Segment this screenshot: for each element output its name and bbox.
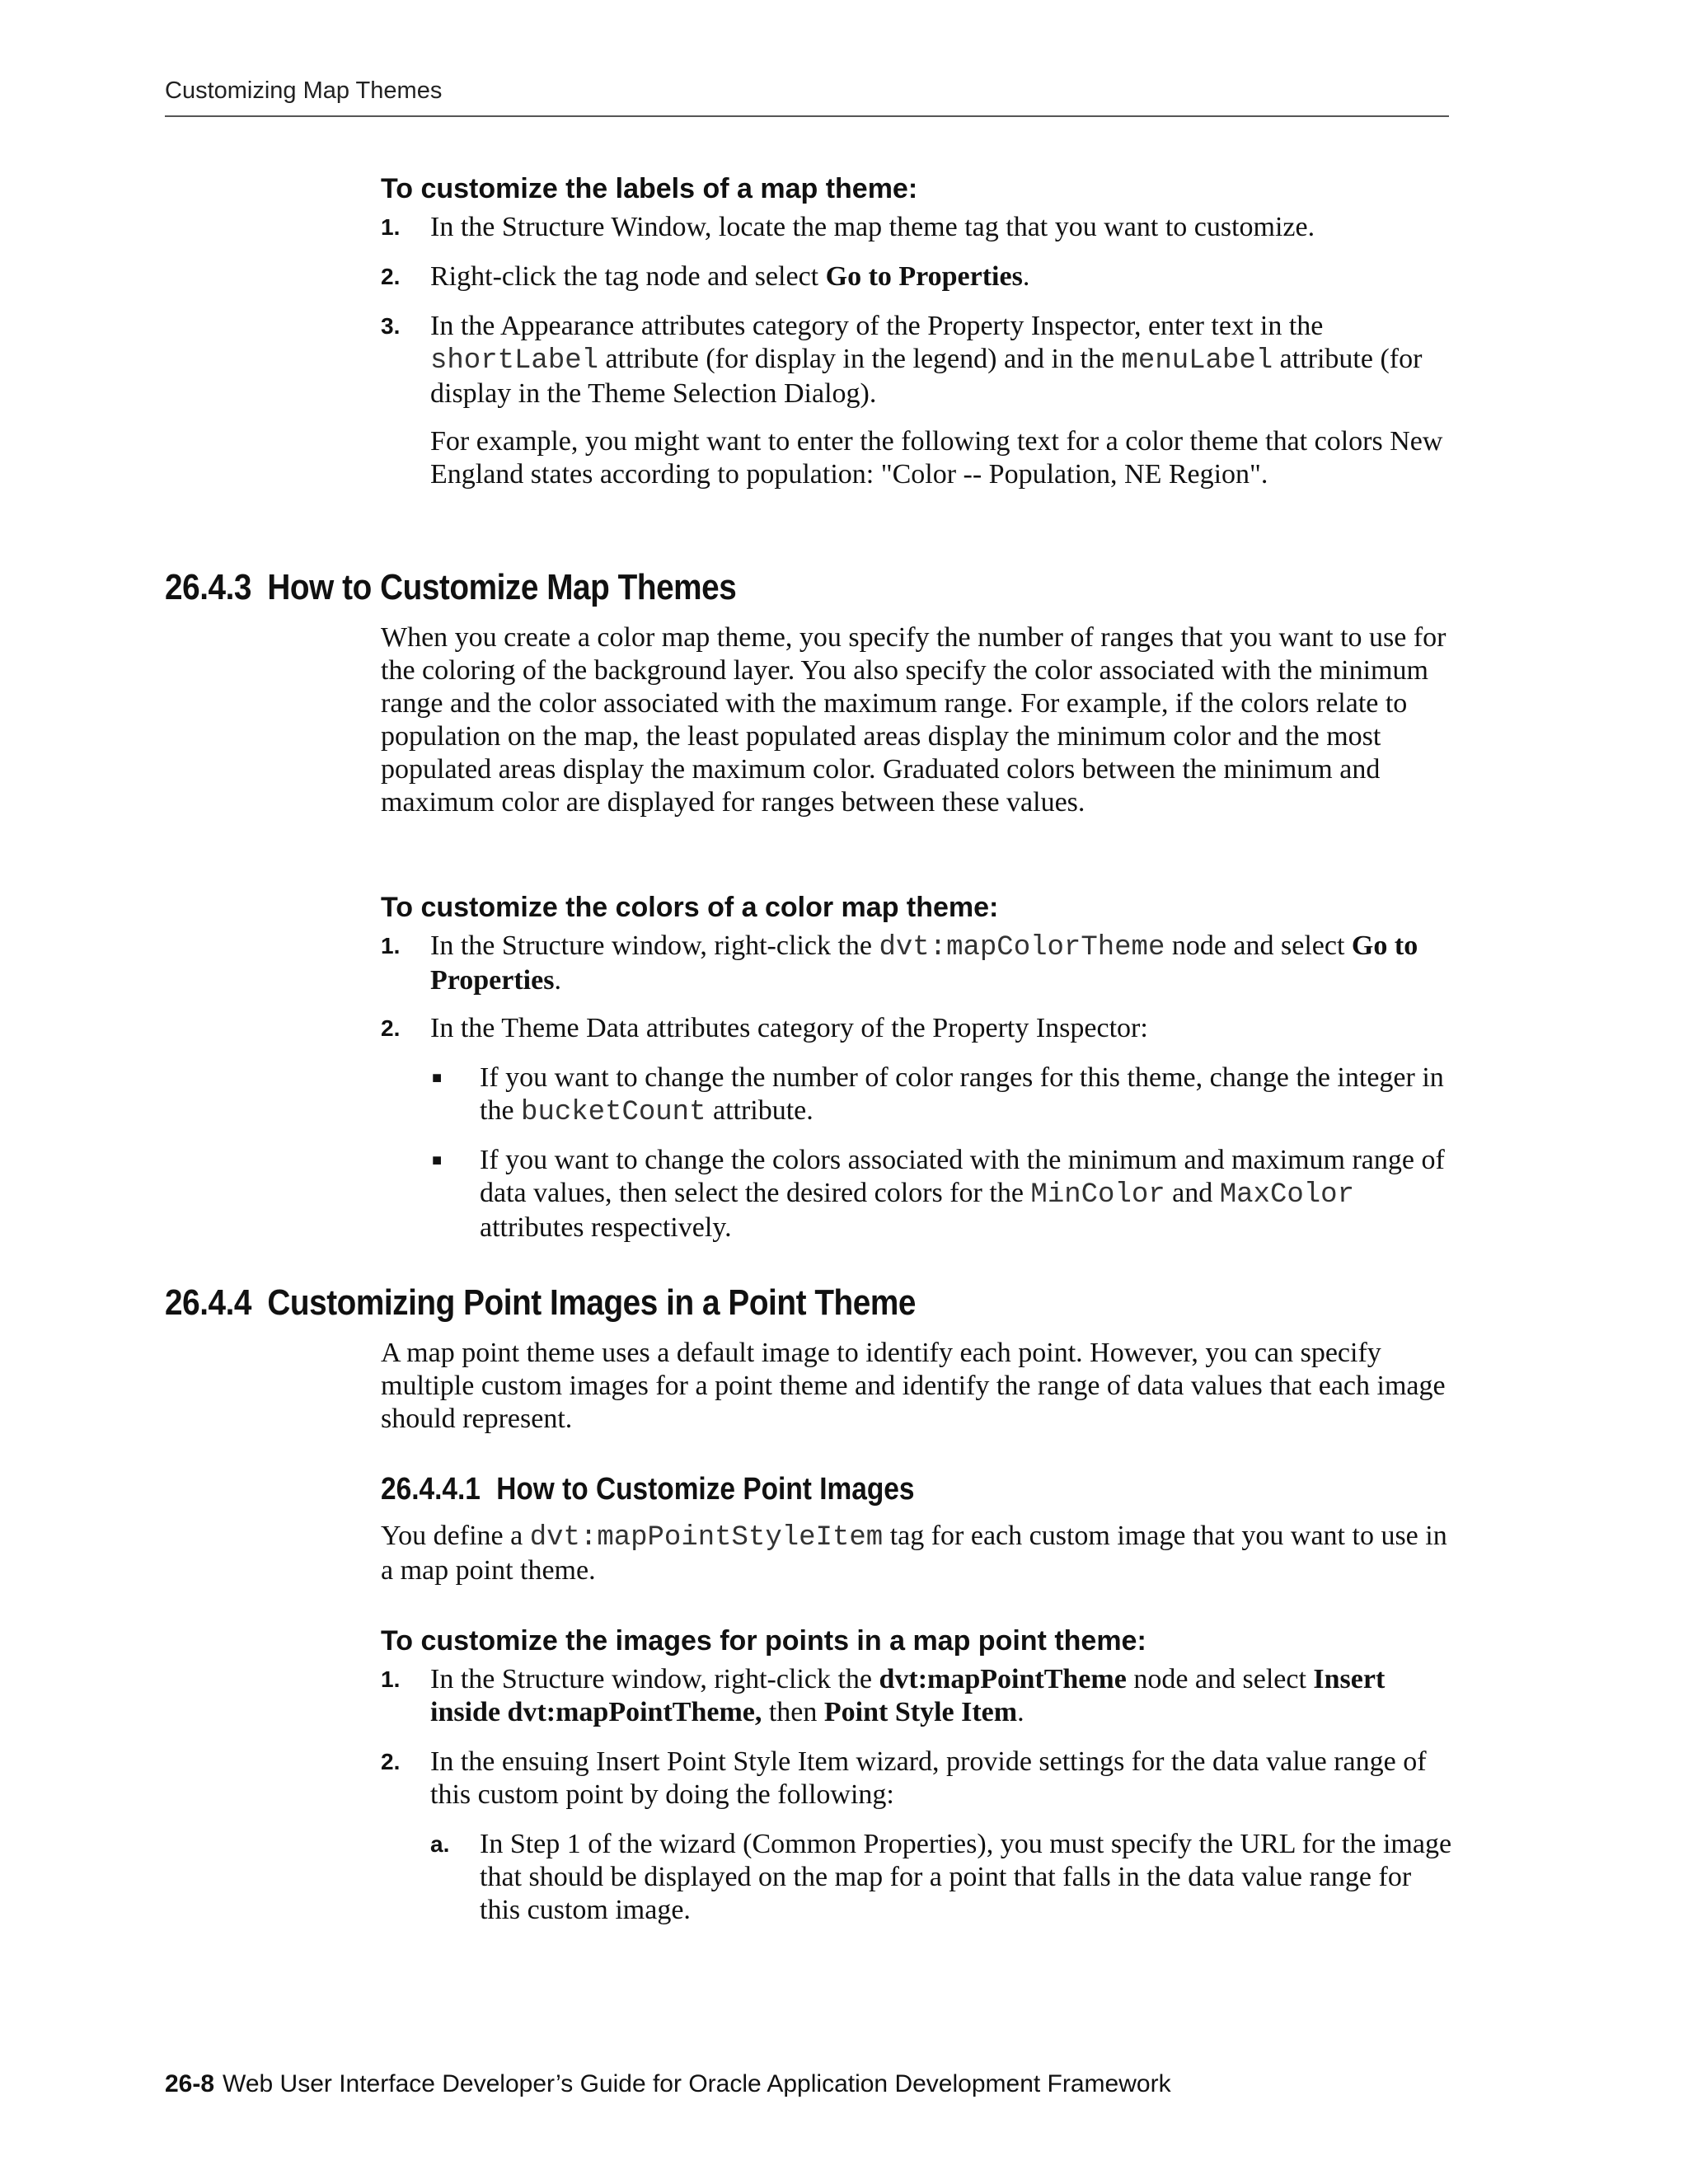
- step-text: In the Theme Data attributes category of the Property Inspector:: [430, 1013, 1148, 1043]
- step-text: In the Structure window, right-click the dvt:mapPointTheme node and select Insert inside dvt:mapPointTheme, then Point Style Item.: [430, 1664, 1386, 1727]
- section-26-4-4-body: A map point theme uses a default image to identify each point. However, you can specify multiple custom images for a point theme and identify the range of data values that each image should represent.: [381, 1338, 1446, 1434]
- procedure-title-labels: To customize the labels of a map theme:: [381, 173, 918, 204]
- colors-bullet-2: [430, 1144, 1452, 1244]
- section-heading-26-4-4: 26.4.4 Customizing Point Images in a Point Theme: [165, 1282, 916, 1323]
- step-number: 1.: [381, 1666, 401, 1692]
- header-rule: [165, 115, 1449, 117]
- colors-step-1: [381, 930, 1452, 997]
- code-mapcolortheme: dvt:mapColorTheme: [879, 932, 1165, 963]
- step-letter: a.: [430, 1831, 450, 1857]
- ui-command: Point Style Item: [823, 1697, 1018, 1727]
- images-step-1: [381, 1663, 1452, 1729]
- section-heading-26-4-3: 26.4.3 How to Customize Map Themes: [165, 567, 737, 607]
- running-header: Customizing Map Themes: [165, 77, 443, 104]
- code-menulabel: menuLabel: [1121, 345, 1273, 377]
- page-footer: [165, 2070, 1171, 2098]
- code-mappointstyleitem: dvt:mapPointStyleItem: [529, 1522, 884, 1554]
- colors-step-2: [381, 1012, 1452, 1045]
- images-step-2: [381, 1746, 1452, 1811]
- section-heading-26-4-4-1: 26.4.4.1 How to Customize Point Images: [381, 1472, 915, 1507]
- bullet-square-icon: ■: [432, 1069, 443, 1087]
- section-26-4-3-body: When you create a color map theme, you specify the number of ranges that you want to use for the coloring of the background layer. You also specify the color associated with the minimum range and the color associated with the maximum range. For example, if the colors relate to population on the map, the least populated areas display the minimum color and the most populated areas display the maximum color. Graduated colors between the minimum and maximum color are displayed for ranges between these values.: [381, 622, 1447, 818]
- step-number: 1.: [381, 933, 401, 958]
- section-26-4-4-1-body: You define a dvt:mapPointStyleItem tag for each custom image that you want to use in a map point theme.: [381, 1521, 1447, 1586]
- labels-example-paragraph: For example, you might want to enter the following text for a color theme that colors New England states according to population: "Color -- Population, NE Region".: [430, 426, 1443, 490]
- labels-step-3: [381, 310, 1452, 410]
- step-number: 2.: [381, 264, 401, 289]
- step-text: In the Structure Window, locate the map theme tag that you want to customize.: [430, 212, 1315, 242]
- colors-bullet-1: [430, 1062, 1452, 1129]
- ui-command: dvt:mapPointTheme: [879, 1664, 1127, 1694]
- code-mincolor: MinColor: [1030, 1179, 1165, 1211]
- step-text: In Step 1 of the wizard (Common Properties), you must specify the URL for the image that should be displayed on the map for a point that falls in the data value range for this custom image.: [480, 1829, 1452, 1925]
- bullet-text: If you want to change the number of color ranges for this theme, change the integer in the bucketCount attribute.: [480, 1062, 1444, 1128]
- labels-step-1: [381, 211, 1452, 244]
- step-text: In the ensuing Insert Point Style Item wizard, provide settings for the data value range of this custom point by doing the following:: [430, 1746, 1427, 1810]
- ui-command: Go to Properties: [430, 930, 1418, 996]
- bullet-text: If you want to change the colors associated with the minimum and maximum range of data values, then select the desired colors for the MinColor and MaxColor attributes respectively.: [480, 1145, 1445, 1243]
- step-text: In the Structure window, right-click the dvt:mapColorTheme node and select Go to Properties.: [430, 930, 1418, 996]
- ui-command: Go to Properties: [825, 261, 1023, 292]
- book-title: Web User Interface Developer’s Guide for Oracle Application Development Framework: [223, 2070, 1171, 2097]
- step-number: 1.: [381, 214, 401, 240]
- labels-step-2: [381, 260, 1452, 293]
- procedure-title-colors: To customize the colors of a color map theme:: [381, 892, 999, 923]
- code-maxcolor: MaxColor: [1219, 1179, 1354, 1211]
- ui-command: Insert inside dvt:mapPointTheme,: [430, 1664, 1386, 1727]
- page-number: 26-8: [165, 2070, 215, 2097]
- images-step-2a: [430, 1828, 1452, 1927]
- code-bucketcount: bucketCount: [521, 1097, 706, 1128]
- step-number: 2.: [381, 1749, 401, 1774]
- step-number: 2.: [381, 1015, 401, 1041]
- step-text: Right-click the tag node and select Go to Properties.: [430, 261, 1030, 292]
- bullet-square-icon: ■: [432, 1151, 443, 1169]
- code-shortlabel: shortLabel: [430, 345, 599, 377]
- step-text: In the Appearance attributes category of the Property Inspector, enter text in the shortLabel attribute (for display in the legend) and in the menuLabel attribute (for display in the Theme Selection Dialog).: [430, 311, 1423, 409]
- procedure-title-images: To customize the images for points in a map point theme:: [381, 1625, 1146, 1657]
- step-number: 3.: [381, 313, 401, 339]
